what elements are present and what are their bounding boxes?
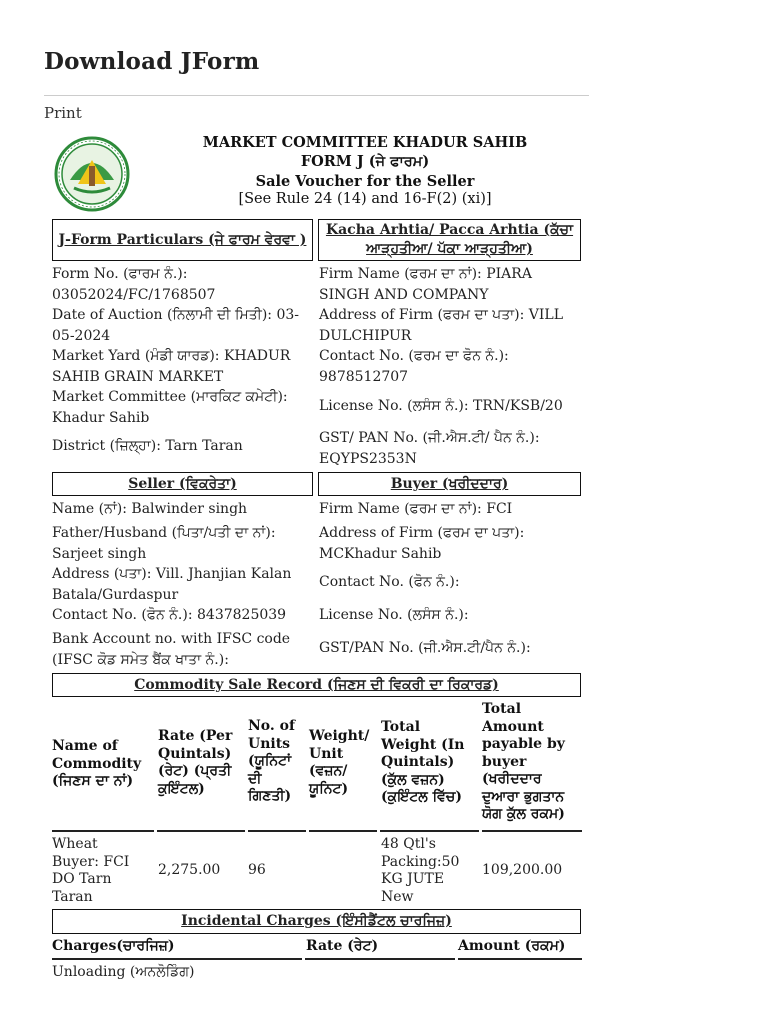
col-total-weight-line-3: Quintals) xyxy=(381,754,455,770)
col-units-line-3: (ਯੂਨਿਟਾਂ xyxy=(248,753,292,769)
seller-bank-line-2: (IFSC ਕੋਡ ਸਮੇਤ ਬੈਂਕ ਖਾਤਾ ਨੰ.): xyxy=(52,651,229,668)
incidental-underline xyxy=(52,958,302,960)
col-charge-rate: Rate (ਰੇਟ) xyxy=(306,938,379,954)
header-underline xyxy=(309,830,377,832)
row-total-weight xyxy=(381,836,459,906)
market-yard xyxy=(52,346,290,387)
buyer-address-line-1: Address of Firm (ਫਰਮ ਦਾ ਪਤਾ): xyxy=(319,525,525,541)
arhtia-gst xyxy=(319,428,540,469)
arhtia-heading xyxy=(318,219,581,261)
buyer-contact: Contact No. (ਫੋਨ ਨੰ.): xyxy=(319,574,460,590)
form-number-label: Form No. (ਫਾਰਮ ਨੰ.): xyxy=(52,266,188,282)
form-number xyxy=(52,264,215,305)
arhtia-address-line-2: DULCHIPUR xyxy=(319,327,412,344)
arhtia-firm-line-1: Firm Name (ਫਰਮ ਦਾ ਨਾਂ): PIARA xyxy=(319,266,532,282)
col-total-weight-line-1: Total xyxy=(381,719,421,735)
auction-date-line-2: 05-2024 xyxy=(52,327,111,344)
col-total-amount-line-3: payable by xyxy=(482,736,565,752)
seller-father-line-1: Father/Husband (ਪਿਤਾ/ਪਤੀ ਦਾ ਨਾਂ): xyxy=(52,525,276,541)
mandi-board-logo xyxy=(54,136,130,212)
arhtia-contact-line-1: Contact No. (ਫਰਮ ਦਾ ਫੋਨ ਨੰ.): xyxy=(319,348,509,364)
market-yard-line-1: Market Yard (ਮੰਡੀ ਯਾਰਡ): KHADUR xyxy=(52,348,291,364)
col-units-line-2: Units xyxy=(248,735,291,752)
arhtia-license: License No. (ਲਸੰਸ ਨੰ.): TRN/KSB/20 xyxy=(319,398,563,414)
col-total-weight-line-5: (ਕੁਇੰਟਲ ਵਿੱਚ) xyxy=(381,789,462,805)
arhtia-gst-line-2: EQYPS2353N xyxy=(319,450,417,467)
col-total-amount-line-1: Total xyxy=(482,701,522,717)
row-total-weight-line-1: 48 Qtl's xyxy=(381,836,436,852)
seller-bank xyxy=(52,629,290,670)
col-units-line-1: No. of xyxy=(248,718,295,734)
buyer-address-line-2: MCKhadur Sahib xyxy=(319,545,442,562)
market-yard-line-2: SAHIB GRAIN MARKET xyxy=(52,368,224,385)
seller-father xyxy=(52,523,276,564)
print-link[interactable]: Print xyxy=(44,104,82,122)
arhtia-heading-line-1: Kacha Arhtia/ Pacca Arhtia (ਕੱਚਾ xyxy=(325,222,574,238)
col-weight-unit xyxy=(309,728,377,798)
col-total-amount-line-6: ਦੁਆਰਾ ਭੁਗਤਾਨ xyxy=(482,788,565,805)
col-rate-line-3: (ਰੇਟ) (ਪ੍ਰਤੀ xyxy=(158,763,232,779)
row-total-weight-line-2: Packing:50 xyxy=(381,853,460,870)
market-committee xyxy=(52,387,288,428)
header-underline xyxy=(157,830,245,832)
row-total-weight-line-3: KG JUTE xyxy=(381,871,445,887)
row-amount: 109,200.00 xyxy=(482,862,563,878)
seller-heading: Seller (ਵਿਕਰੇਤਾ) xyxy=(52,472,313,496)
seller-father-line-2: Sarjeet singh xyxy=(52,545,147,562)
row-commodity-line-2: Buyer: FCI xyxy=(52,853,130,870)
col-total-weight-line-2: Weight (In xyxy=(381,736,465,753)
row-rate: 2,275.00 xyxy=(158,862,221,878)
row-commodity-line-1: Wheat xyxy=(52,836,98,852)
row-commodity-line-4: Taran xyxy=(52,888,93,905)
row-commodity-line-3: DO Tarn xyxy=(52,871,112,887)
col-units xyxy=(248,718,306,806)
arhtia-address-line-1: Address of Firm (ਫਰਮ ਦਾ ਪਤਾ): VILL xyxy=(319,307,564,323)
row-total-weight-line-4: New xyxy=(381,888,414,905)
col-total-amount-line-4: buyer xyxy=(482,753,527,770)
col-total-amount-line-7: ਯੋਗ ਕੁੱਲ ਰਕਮ) xyxy=(482,806,565,822)
arhtia-gst-line-1: GST/ PAN No. (ਜੀ.ਐਸ.ਟੀ/ ਪੈਨ ਨੰ.): xyxy=(319,430,540,446)
col-units-line-5: ਗਿਣਤੀ) xyxy=(248,788,292,804)
col-total-amount-line-2: Amount xyxy=(482,718,544,735)
auction-date xyxy=(52,305,299,346)
header-underline xyxy=(482,830,582,832)
form-name: FORM J (ਜੇ ਫਾਰਮ) xyxy=(300,153,430,170)
buyer-address xyxy=(319,523,524,564)
col-total-weight xyxy=(381,719,479,807)
seller-name: Name (ਨਾਂ): Balwinder singh xyxy=(52,501,248,517)
row-units: 96 xyxy=(248,862,266,878)
market-committee-line-1: Market Committee (ਮਾਰਕਿਟ ਕਮੇਟੀ): xyxy=(52,389,288,405)
seller-address-line-2: Batala/Gurdaspur xyxy=(52,586,179,603)
col-charge-amount: Amount (ਰਕਮ) xyxy=(458,938,566,954)
buyer-gst: GST/PAN No. (ਜੀ.ਐਸ.ਟੀ/ਪੈਨ ਨੰ.): xyxy=(319,640,531,656)
col-weight-unit-line-4: ਯੂਨਿਟ) xyxy=(309,780,349,797)
page-title: Download JForm xyxy=(44,48,260,75)
arhtia-contact xyxy=(319,346,509,387)
title-divider xyxy=(44,95,589,96)
col-commodity-name-line-1: Name of xyxy=(52,738,118,754)
charge-unloading: Unloading (ਅਨਲੋਡਿੰਗ) xyxy=(52,964,195,980)
rule-reference: [See Rule 24 (14) and 16-F(2) (xi)] xyxy=(238,191,492,207)
col-rate-line-2: Quintals) xyxy=(158,745,232,762)
header-underline xyxy=(380,830,479,832)
committee-name: MARKET COMMITTEE KHADUR SAHIB xyxy=(202,134,528,151)
header-underline xyxy=(52,830,154,832)
district: District (ਜ਼ਿਲ੍ਹਾ): Tarn Taran xyxy=(52,438,243,454)
particulars-heading: J-Form Particulars (ਜੇ ਫਾਰਮ ਵੇਰਵਾ ) xyxy=(52,219,313,261)
auction-date-line-1: Date of Auction (ਨਿਲਾਮੀ ਦੀ ਮਿਤੀ): 03- xyxy=(52,307,300,323)
buyer-firm-name: Firm Name (ਫਰਮ ਦਾ ਨਾਂ): FCI xyxy=(319,501,513,517)
incidental-underline xyxy=(305,958,455,960)
buyer-license: License No. (ਲਸੰਸ ਨੰ.): xyxy=(319,607,469,623)
row-commodity-name xyxy=(52,836,129,906)
col-rate xyxy=(158,728,244,798)
col-charges: Charges(ਚਾਰਜਿਜ਼) xyxy=(52,938,175,954)
col-weight-unit-line-3: (ਵਜ਼ਨ/ xyxy=(309,763,348,779)
seller-address xyxy=(52,564,291,605)
col-rate-line-1: Rate (Per xyxy=(158,728,233,744)
header-underline xyxy=(248,830,306,832)
arhtia-heading-line-2: ਆੜ੍ਹਤੀਆ/ ਪੱਕਾ ਆੜ੍ਹਤੀਆ) xyxy=(366,241,533,257)
arhtia-firm-line-2: SINGH AND COMPANY xyxy=(319,286,489,303)
voucher-title: Sale Voucher for the Seller xyxy=(255,173,475,190)
seller-contact: Contact No. (ਫੋਨ ਨੰ.): 8437825039 xyxy=(52,607,287,623)
arhtia-address xyxy=(319,305,563,346)
incidental-underline xyxy=(458,958,582,960)
market-committee-line-2: Khadur Sahib xyxy=(52,409,150,426)
form-number-value: 03052024/FC/1768507 xyxy=(52,286,216,303)
col-total-weight-line-4: (ਕੁੱਲ ਵਜ਼ਨ) xyxy=(381,771,445,788)
col-total-amount-line-5: (ਖਰੀਦਦਾਰ xyxy=(482,771,542,787)
col-units-line-4: ਦੀ xyxy=(248,770,262,787)
incidental-heading: Incidental Charges (ਇੰਸੀਡੈਂਟਲ ਚਾਰਜਿਜ਼) xyxy=(52,909,581,934)
col-commodity-name-line-3: (ਜਿਣਸ ਦਾ ਨਾਂ) xyxy=(52,773,134,789)
col-total-amount xyxy=(482,701,582,824)
buyer-heading: Buyer (ਖਰੀਦਦਾਰ) xyxy=(318,472,581,496)
commodity-heading: Commodity Sale Record (ਜਿਣਸ ਦੀ ਵਿਕਰੀ ਦਾ ਰਿਕਾਰਡ) xyxy=(52,673,581,697)
arhtia-contact-line-2: 9878512707 xyxy=(319,368,409,385)
col-weight-unit-line-1: Weight/ xyxy=(309,728,370,744)
seller-address-line-1: Address (ਪਤਾ): Vill. Jhanjian Kalan xyxy=(52,566,292,582)
col-commodity-name xyxy=(52,738,152,791)
arhtia-firm-name xyxy=(319,264,532,305)
col-commodity-name-line-2: Commodity xyxy=(52,755,142,772)
col-rate-line-4: ਕੁਇੰਟਲ) xyxy=(158,780,205,797)
seller-bank-line-1: Bank Account no. with IFSC code xyxy=(52,631,291,647)
col-weight-unit-line-2: Unit xyxy=(309,745,344,762)
